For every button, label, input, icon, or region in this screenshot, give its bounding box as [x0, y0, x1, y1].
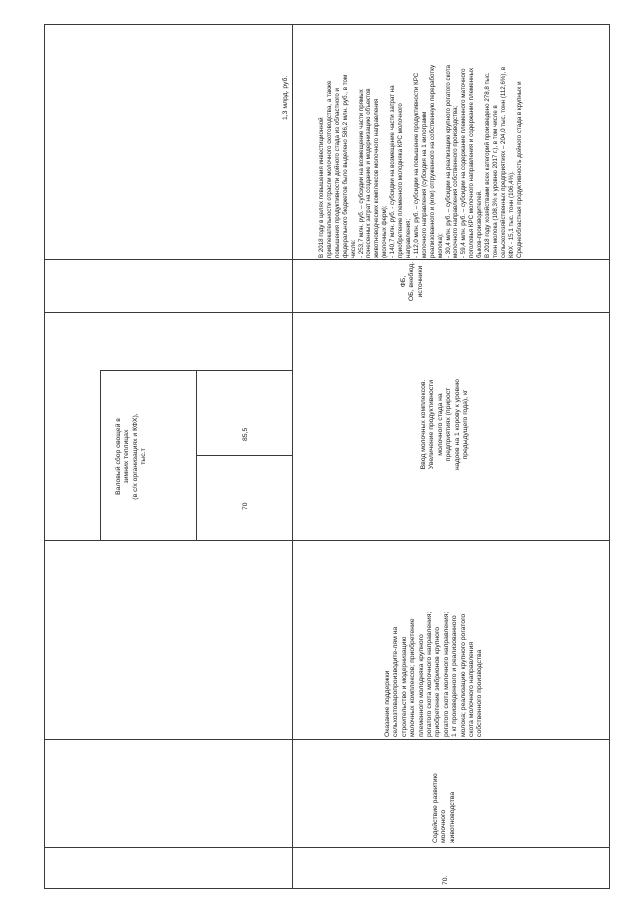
table-row-divider [44, 739, 610, 740]
indicator-prev-plan: 70 [242, 502, 249, 510]
activity-cell: Содействие развитию молочного животноводства [432, 773, 456, 843]
sources-cell: ФБ, ОБ, внебюд. источники [400, 261, 424, 302]
indicator-value-divider [196, 455, 293, 456]
table-row-divider [44, 847, 610, 848]
table-border-top [44, 24, 610, 25]
table-row-divider [44, 312, 610, 313]
table-border-right [609, 24, 610, 889]
indicator-prev-title: Валовый сбор овощей в зимних теплицах (в с/х организациях и КФХ), тыс.т [115, 413, 148, 500]
indicator-prev-fact: 85,5 [242, 427, 249, 441]
indicator-cell: Ввод молочных комплексов. Увеличение продуктивности молочного стада на предприятиях (прирост надоев на 1 корову к уровню предыдущего года), кг [420, 379, 470, 470]
row-number: 70. [442, 875, 449, 885]
result-cell: В 2018 году в целях повышения инвестиционной привлекательности отрасли молочного скотоводства, а также повышения продуктивности дойного стада из областного и федерального бюджетов было выделено 586,2 млн. руб., в том числе: - 253,7 млн. руб. – субсидии на возмещение части прямых понесенных затрат на создание и модернизацию объектов животноводческих комплексов молочного направления (молочных ферм); - 140,7 млн. руб. - субсидии на возмещение части затрат на приобретение племенного молодняка КРС молочного направления; - 112,0 млн. руб. – субсидии на повышение продуктивности КРС молочного направления (субсидия на 1 килограмм реализованного и (или) отгруженного на собственную переработку молока); - 30,4 млн. руб. – субсидии на реализацию крупного рогатого скота молочного направления собственного производства; - 59,4 млн. руб. – субсидии на содержание племенного маточного поголовья КРС молочного направления и содержание племенных быков-производителей. В 2018 году хозяйствами всех категорий произведено 278,8 тыс. тонн молока (108,3% к уровню 2017 г.), в том числе в сельскохозяйственных предприятиях – 204,0 тыс. тонн (112,6%), в КФХ - 15,1 тыс. тонн (106,4%). Среднеобластная продуктивность дойного стада в крупных и [318, 64, 523, 258]
table-row-divider [44, 540, 610, 541]
table-border-left [44, 24, 45, 889]
measures-cell: Оказание поддержки сельхозтоваропроизводите-лям на строительство и модернизацию молочных комплексов; приобретение племенного молодняка крупного рогатого скота молочного направления; приобретение эмбрионов крупного рогатого скота молочного направления; 1 кг произведенного и реализованного молока; реализацию крупного рогатого скота молочного направления собственного производства [384, 611, 484, 737]
table-column-divider [292, 24, 293, 889]
table-border-bottom [44, 888, 610, 889]
indicator-block-border [100, 370, 101, 541]
funding-prev: 1,3 млрд. руб. [282, 75, 289, 120]
table-row-divider [44, 259, 610, 260]
